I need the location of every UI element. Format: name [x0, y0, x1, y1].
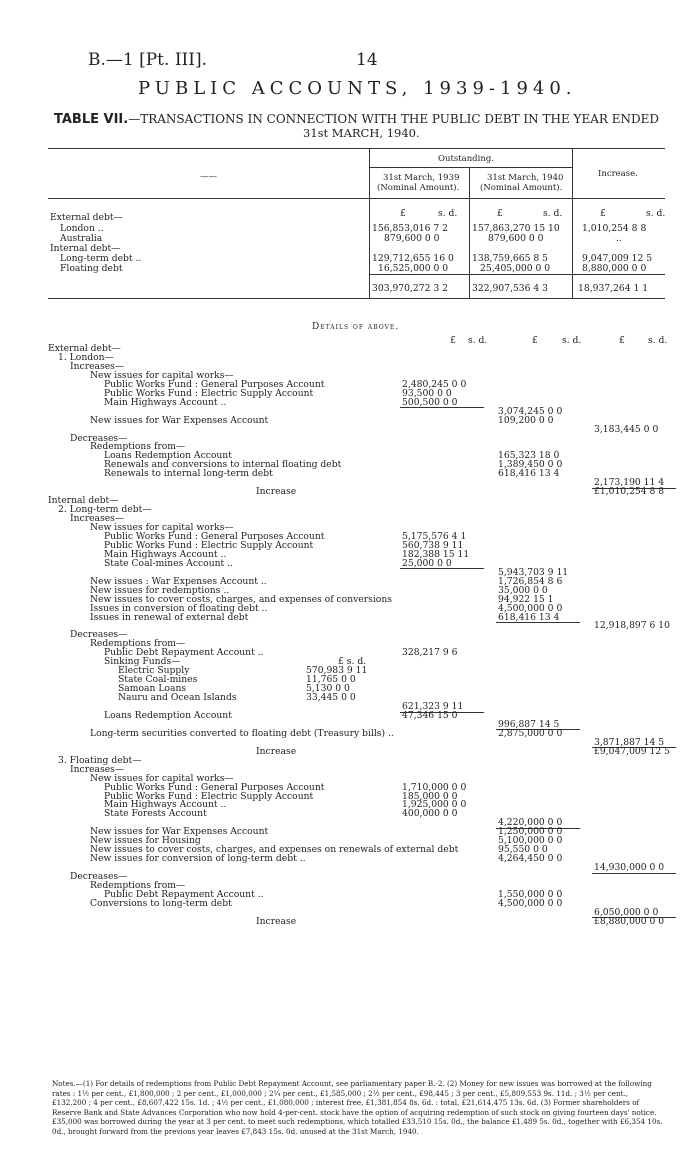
unit-sd: s. d. — [646, 208, 666, 219]
details-title: Details of above. — [312, 322, 400, 332]
detail-amount: 165,323 18 0 — [498, 450, 560, 462]
summary-cell: 1,010,254 8 8 — [582, 223, 647, 234]
detail-amount: 1,710,000 0 0 — [402, 781, 467, 793]
detail-amount: 6,050,000 0 0 — [594, 906, 659, 918]
detail-line-label: Conversions to long-term debt — [90, 897, 232, 909]
detail-line-label: Samoan Loans — [118, 683, 187, 695]
detail-line-label: Public Works Fund : Electric Supply Account — [104, 539, 314, 551]
detail-line-label: Redemptions from— — [90, 441, 186, 453]
detail-line-label: Main Highways Account .. — [104, 396, 227, 408]
table-title-text: —TRANSACTIONS IN CONNECTION WITH THE PUBLIC DEBT IN THE YEAR ENDED — [128, 112, 659, 126]
detail-line-label: Public Works Fund : General Purposes Account — [104, 781, 325, 793]
detail-amount: 996,887 14 5 — [498, 718, 560, 730]
table-title — [54, 112, 659, 127]
detail-line-label: Redemptions from— — [90, 880, 186, 891]
detail-line-label: New issues for War Expenses Account — [90, 414, 269, 426]
detail-line-label: New issues for capital works— — [90, 522, 234, 533]
page-title: PUBLIC ACCOUNTS, 1939-1940. — [138, 78, 577, 99]
detail-line-label: Loans Redemption Account — [104, 709, 232, 721]
subtotal-rule — [592, 873, 676, 874]
detail-amount: 1,550,000 0 0 — [498, 888, 563, 900]
col2-header-1: 31st March, 1940 — [487, 173, 564, 183]
detail-amount: 4,220,000 0 0 — [498, 817, 563, 829]
summary-total: 18,937,264 1 1 — [578, 283, 649, 294]
summary-row-label: Internal debt— — [50, 243, 121, 254]
detail-line-label: Internal debt— — [48, 495, 119, 507]
detail-line-label: 1. London— — [58, 351, 114, 363]
subtotal-rule — [496, 622, 580, 623]
detail-amount: 3,074,245 0 0 — [498, 405, 563, 417]
detail-amount: 109,200 0 0 — [498, 414, 554, 426]
detail-line-label: Public Debt Repayment Account .. — [104, 647, 264, 659]
detail-line-label: New issues for Housing — [90, 835, 201, 847]
summary-cell: .. — [616, 233, 622, 244]
detail-amount: 12,918,897 6 10 — [594, 620, 670, 632]
summary-cell: 879,600 0 0 — [488, 233, 544, 244]
detail-line-label: New issues to cover costs, charges, and expenses on renewals of external debt — [90, 844, 459, 856]
detail-amount: 33,445 0 0 — [306, 692, 356, 704]
unit-sd: s. d. — [648, 335, 668, 346]
col3-left-rule — [572, 148, 573, 298]
detail-line-label: New issues for capital works— — [90, 772, 234, 784]
detail-amount: 1,250,000 0 0 — [498, 826, 563, 838]
detail-line-label: Public Debt Repayment Account .. — [104, 888, 264, 900]
footnote: Notes.—(1) For details of redemptions from Public Debt Repayment Account, see parliamentary paper B.-2. (2) Money for new issues was borrowed at the following rates : 1½ per cent., £1,800,000 ; 2 per cent., £1,000,000 ; 2¼ per cent., £1,585,000 ; 2½ per cent., £98,445 ; 3 per cent., £5,809,553 9s. 11d. ; 3½ per cent., £132,200 ; 4 per cent., £8,607,422 15s. 1d. ; 4½ per cent., £1,080,000 ; interest free, £1,381,854 8s. 6d. : total, £21,614,475 13s. 6d. (3) Former shareholders of Reserve Bank and State Advances Corporation who now hold 4-per-cent. stock have the option of acquiring redemption of such stock on giving fourteen days' notice. £35,000 was borrowed during the year at 3 per cent. to meet such redemptions, which totalled £33,510 15s. 0d., the balance £1,489 5s. 0d., together with £6,354 10s. 0d., brought forward from the previous year leaves £7,843 15s. 0d. unused at the 31st March, 1940. — [52, 1079, 663, 1136]
detail-amount: 94,922 15 1 — [498, 593, 554, 605]
detail-amount: 618,416 13 4 — [498, 468, 560, 480]
detail-line-label: Decreases— — [70, 629, 128, 641]
detail-amount: 500,500 0 0 — [402, 396, 458, 408]
detail-line-label: New issues for War Expenses Account — [90, 826, 269, 838]
detail-line-label: State Forests Account — [104, 808, 207, 820]
detail-line-label: State Coal-mines Account .. — [104, 557, 233, 569]
detail-amount: 621,323 9 11 — [402, 701, 464, 712]
unit-pound: £ — [619, 335, 625, 346]
detail-amount: 4,500,000 0 0 — [498, 602, 563, 614]
detail-amount: 95,550 0 0 — [498, 844, 548, 856]
table-title-date: 31st MARCH, 1940. — [303, 126, 420, 140]
detail-amount: 2,173,190 11 4 — [594, 477, 665, 489]
detail-line-label: New issues for redemptions .. — [90, 584, 230, 596]
detail-line-label: Redemptions from— — [90, 638, 186, 650]
col1-header-2: (Nominal Amount). — [377, 183, 460, 193]
detail-line-label: Public Works Fund : Electric Supply Account — [104, 790, 314, 802]
summary-bottom-rule — [48, 298, 665, 299]
col3-header: Increase. — [598, 169, 638, 179]
detail-amount: 11,765 0 0 — [306, 674, 356, 686]
summary-cell: 9,047,009 12 5 — [582, 253, 653, 264]
detail-line-label: Public Works Fund : Electric Supply Account — [104, 387, 314, 399]
summary-cell: 16,525,000 0 0 — [378, 263, 449, 274]
summary-cell: 157,863,270 15 10 — [472, 223, 560, 234]
summary-cell: 8,880,000 0 0 — [582, 263, 647, 274]
unit-pound: £ — [450, 335, 456, 346]
detail-line-label: Loans Redemption Account — [104, 450, 232, 462]
detail-amount: 47,346 15 0 — [402, 709, 458, 721]
detail-line-label: Decreases— — [70, 871, 128, 883]
detail-amount: 560,738 9 11 — [402, 539, 464, 551]
summary-cell: 156,853,016 7 2 — [372, 223, 448, 234]
unit-sd: s. d. — [562, 335, 582, 346]
sinking-fund-units: £ s. d. — [338, 656, 367, 668]
detail-amount: £1,010,254 8 8 — [594, 486, 665, 498]
detail-line-label: State Coal-mines — [118, 674, 198, 686]
col1-header-1: 31st March, 1939 — [383, 173, 460, 183]
unit-sd: s. d. — [438, 208, 458, 219]
detail-line-label: External debt— — [48, 343, 121, 354]
col1-left-rule — [369, 148, 370, 298]
detail-amount: 185,000 0 0 — [402, 790, 458, 802]
detail-amount: 5,130 0 0 — [306, 683, 350, 695]
table-label: TABLE VII. — [54, 112, 129, 127]
detail-line-label: Increases— — [70, 513, 125, 525]
detail-line-label: Public Works Fund : General Purposes Account — [104, 378, 325, 390]
outstanding-rule — [369, 167, 572, 168]
summary-row-label: Floating debt — [60, 263, 123, 274]
detail-line-label: Issues in conversion of floating debt .. — [90, 602, 268, 614]
detail-line-label: Increase — [256, 745, 297, 757]
summary-cell: 138,759,665 8 5 — [472, 253, 548, 264]
page-number: 14 — [356, 50, 378, 70]
detail-line-label: Sinking Funds— — [104, 656, 181, 668]
detail-line-label: New issues for capital works— — [90, 369, 234, 381]
detail-amount: 25,000 0 0 — [402, 557, 452, 569]
summary-total-rule — [369, 274, 665, 275]
detail-line-label: 3. Floating debt— — [58, 754, 142, 766]
detail-line-label: New issues to cover costs, charges, and expenses of conversions — [90, 593, 392, 605]
unit-sd: s. d. — [543, 208, 563, 219]
detail-line-label: Main Highways Account .. — [104, 799, 227, 811]
detail-line-label: Renewals to internal long-term debt — [104, 468, 273, 480]
detail-amount: 35,000 0 0 — [498, 584, 548, 596]
detail-line-label: Main Highways Account .. — [104, 548, 227, 560]
col2-header-2: (Nominal Amount). — [480, 183, 563, 193]
summary-total: 303,970,272 3 2 — [372, 283, 448, 294]
summary-label-header: —— — [200, 172, 217, 182]
detail-amount: 570,983 9 11 — [306, 665, 368, 677]
unit-sd: s. d. — [468, 335, 488, 346]
detail-line-label: Long-term securities converted to floating debt (Treasury bills) .. — [90, 727, 394, 739]
detail-amount: 1,726,854 8 6 — [498, 575, 563, 587]
detail-amount: 2,875,000 0 0 — [498, 727, 563, 739]
detail-amount: 3,871,887 14 5 — [594, 736, 665, 748]
detail-line-label: 2. Long-term debt— — [58, 504, 152, 516]
detail-amount: 618,416 13 4 — [498, 611, 560, 623]
detail-amount: 3,183,445 0 0 — [594, 423, 659, 435]
detail-amount: 93,500 0 0 — [402, 387, 452, 399]
detail-line-label: Issues in renewal of external debt — [90, 611, 249, 623]
detail-amount: 5,943,703 9 11 — [498, 566, 569, 578]
detail-amount: 4,264,450 0 0 — [498, 853, 563, 865]
subtotal-rule — [400, 568, 484, 569]
detail-amount: £9,047,009 12 5 — [594, 745, 670, 757]
unit-pound: £ — [532, 335, 538, 346]
detail-line-label: Increases— — [70, 763, 125, 775]
document-reference: B.—1 [Pt. III]. — [88, 50, 208, 70]
detail-amount: 5,175,576 4 1 — [402, 530, 467, 542]
detail-line-label: Decreases— — [70, 432, 128, 444]
detail-line-label: Nauru and Ocean Islands — [118, 692, 237, 704]
col2-left-rule — [469, 167, 470, 298]
unit-pound: £ — [400, 208, 406, 219]
summary-cell: 129,712,655 16 0 — [372, 253, 454, 264]
summary-row-label: Australia — [60, 233, 103, 244]
summary-total: 322,907,536 4 3 — [472, 283, 548, 294]
detail-amount: 2,480,245 0 0 — [402, 378, 467, 390]
summary-row-label: Long-term debt .. — [60, 253, 142, 264]
detail-amount: £8,880,000 0 0 — [594, 915, 665, 927]
detail-line-label: New issues for conversion of long-term debt .. — [90, 853, 306, 865]
unit-pound: £ — [600, 208, 606, 219]
detail-amount: 4,500,000 0 0 — [498, 897, 563, 909]
detail-line-label: Increase — [256, 486, 297, 498]
unit-pound: £ — [497, 208, 503, 219]
detail-line-label: Electric Supply — [118, 665, 190, 677]
subtotal-rule — [400, 407, 484, 408]
outstanding-header: Outstanding. — [438, 154, 494, 164]
detail-line-label: New issues : War Expenses Account .. — [90, 575, 267, 587]
summary-row-label: London .. — [60, 223, 104, 234]
detail-line-label: Increases— — [70, 360, 125, 372]
detail-amount: 328,217 9 6 — [402, 647, 458, 659]
detail-amount: 1,925,000 0 0 — [402, 799, 467, 811]
summary-row-label: External debt— — [50, 212, 123, 223]
detail-amount: 5,100,000 0 0 — [498, 835, 563, 847]
detail-line-label: Increase — [256, 915, 297, 927]
summary-cell: 25,405,000 0 0 — [480, 263, 551, 274]
summary-cell: 879,600 0 0 — [384, 233, 440, 244]
detail-amount: 14,930,000 0 0 — [594, 862, 665, 874]
detail-amount: 182,388 15 11 — [402, 548, 470, 560]
detail-line-label: Public Works Fund : General Purposes Account — [104, 530, 325, 542]
detail-amount: 400,000 0 0 — [402, 808, 458, 820]
detail-amount: 1,389,450 0 0 — [498, 459, 563, 471]
detail-line-label: Renewals and conversions to internal floating debt — [104, 459, 342, 471]
